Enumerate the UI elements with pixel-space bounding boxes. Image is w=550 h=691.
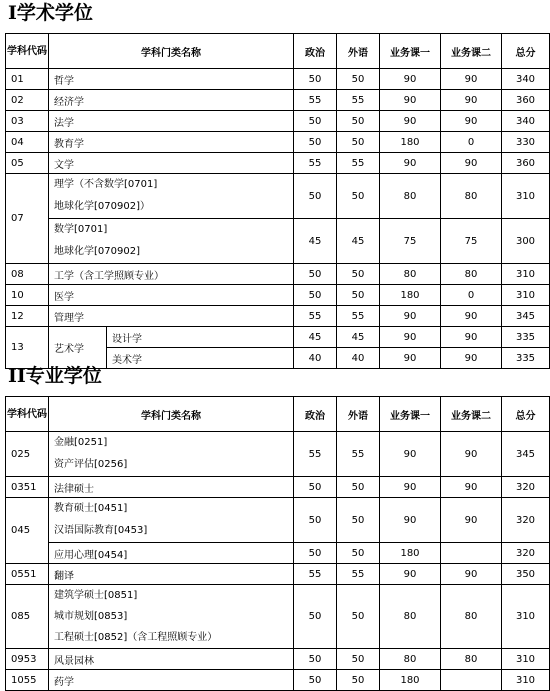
score-language: 50	[337, 498, 380, 543]
score-total: 310	[502, 174, 550, 219]
name-line: 汉语国际教育[0453]	[54, 525, 148, 536]
score-language: 40	[337, 348, 380, 369]
score-total: 310	[502, 285, 550, 306]
table-row	[6, 564, 550, 585]
header-language: 外语	[337, 397, 380, 432]
score-course-1: 80	[380, 264, 441, 285]
score-course-1: 180	[380, 543, 441, 564]
score-course-1: 90	[380, 327, 441, 348]
score-language: 55	[337, 90, 380, 111]
name-line: 地球化学[070902]	[54, 246, 140, 257]
score-language: 50	[337, 585, 380, 649]
table-row	[6, 285, 550, 306]
score-total: 320	[502, 543, 550, 564]
score-course-2	[441, 543, 502, 564]
score-total: 360	[502, 90, 550, 111]
header-politics: 政治	[294, 397, 337, 432]
score-course-1: 90	[380, 306, 441, 327]
score-politics: 50	[294, 132, 337, 153]
score-course-2: 90	[441, 477, 502, 498]
score-language: 50	[337, 543, 380, 564]
academic-section-title: I学术学位	[8, 2, 93, 24]
row-code: 13	[6, 327, 49, 369]
row-code: 0351	[6, 477, 49, 498]
header-code: 学科代码	[6, 34, 49, 69]
score-total: 350	[502, 564, 550, 585]
score-course-1: 90	[380, 69, 441, 90]
name-line: 教育硕士[0451]	[54, 503, 128, 514]
score-language: 50	[337, 264, 380, 285]
header-politics: 政治	[294, 34, 337, 69]
score-total: 310	[502, 670, 550, 691]
header-course-1: 业务课一	[380, 397, 441, 432]
row-name: 管理学	[49, 306, 294, 327]
name-line: 建筑学硕士[0851]	[54, 590, 138, 601]
row-subname: 设计学	[107, 327, 294, 348]
row-subname: 美术学	[107, 348, 294, 369]
table-row	[6, 69, 550, 90]
score-course-1: 80	[380, 649, 441, 670]
score-course-1: 80	[380, 174, 441, 219]
score-course-1: 180	[380, 285, 441, 306]
score-course-1: 90	[380, 153, 441, 174]
academic-score-table	[5, 33, 550, 369]
row-name	[49, 174, 294, 219]
row-name	[49, 432, 294, 477]
table-header-row	[6, 34, 550, 69]
table-row	[6, 174, 550, 219]
score-course-2: 90	[441, 90, 502, 111]
name-line: 金融[0251]	[54, 437, 108, 448]
score-language: 45	[337, 219, 380, 264]
score-course-1: 90	[380, 348, 441, 369]
row-code: 02	[6, 90, 49, 111]
row-code: 0551	[6, 564, 49, 585]
row-code: 10	[6, 285, 49, 306]
score-politics: 45	[294, 219, 337, 264]
score-politics: 50	[294, 585, 337, 649]
score-course-1: 180	[380, 670, 441, 691]
score-language: 55	[337, 432, 380, 477]
score-politics: 55	[294, 432, 337, 477]
header-name: 学科门类名称	[49, 34, 294, 69]
score-language: 50	[337, 670, 380, 691]
score-course-2: 90	[441, 498, 502, 543]
score-politics: 45	[294, 327, 337, 348]
row-name: 法律硕士	[49, 477, 294, 498]
name-line: 数学[0701]	[54, 224, 108, 235]
score-course-2: 90	[441, 564, 502, 585]
table-row	[6, 477, 550, 498]
score-politics: 50	[294, 543, 337, 564]
header-course-2: 业务课二	[441, 34, 502, 69]
name-line: 地球化学[070902]）	[54, 201, 150, 212]
row-name: 法学	[49, 111, 294, 132]
score-course-1: 80	[380, 585, 441, 649]
score-total: 345	[502, 306, 550, 327]
score-politics: 55	[294, 90, 337, 111]
score-language: 50	[337, 174, 380, 219]
score-course-2: 80	[441, 264, 502, 285]
row-code: 07	[6, 174, 49, 264]
header-course-1: 业务课一	[380, 34, 441, 69]
row-code: 01	[6, 69, 49, 90]
table-row	[6, 264, 550, 285]
table-row	[6, 543, 550, 564]
score-total: 310	[502, 264, 550, 285]
row-name	[49, 498, 294, 543]
row-name: 药学	[49, 670, 294, 691]
row-code: 08	[6, 264, 49, 285]
score-total: 310	[502, 649, 550, 670]
name-line: 城市规划[0853]	[54, 611, 128, 622]
table-row	[6, 432, 550, 477]
score-course-2	[441, 670, 502, 691]
score-course-1: 90	[380, 564, 441, 585]
table-row	[6, 132, 550, 153]
row-code: 045	[6, 498, 49, 564]
score-total: 360	[502, 153, 550, 174]
name-line: 资产评估[0256]	[54, 459, 128, 470]
score-course-2: 75	[441, 219, 502, 264]
score-course-2: 0	[441, 132, 502, 153]
score-language: 50	[337, 285, 380, 306]
professional-section-title: II专业学位	[8, 365, 102, 387]
score-course-1: 90	[380, 90, 441, 111]
table-row	[6, 306, 550, 327]
score-total: 300	[502, 219, 550, 264]
row-name	[49, 585, 294, 649]
table-row	[6, 670, 550, 691]
score-language: 50	[337, 649, 380, 670]
name-line: 工程硕士[0852]（含工程照顾专业）	[54, 632, 218, 643]
header-total: 总分	[502, 34, 550, 69]
score-politics: 55	[294, 153, 337, 174]
score-language: 55	[337, 306, 380, 327]
score-course-2: 90	[441, 432, 502, 477]
score-course-2: 80	[441, 585, 502, 649]
score-total: 320	[502, 498, 550, 543]
score-language: 50	[337, 69, 380, 90]
table-header-row	[6, 397, 550, 432]
row-name: 风景园林	[49, 649, 294, 670]
row-name	[49, 219, 294, 264]
score-course-1: 180	[380, 132, 441, 153]
score-politics: 50	[294, 264, 337, 285]
row-code: 12	[6, 306, 49, 327]
row-name: 哲学	[49, 69, 294, 90]
score-course-2: 90	[441, 306, 502, 327]
score-course-1: 90	[380, 477, 441, 498]
row-name: 应用心理[0454]	[49, 543, 294, 564]
table-row	[6, 498, 550, 543]
row-code: 025	[6, 432, 49, 477]
score-total: 340	[502, 111, 550, 132]
score-course-1: 90	[380, 432, 441, 477]
row-code: 1055	[6, 670, 49, 691]
score-course-1: 75	[380, 219, 441, 264]
score-language: 50	[337, 132, 380, 153]
score-politics: 50	[294, 477, 337, 498]
score-politics: 50	[294, 498, 337, 543]
score-politics: 55	[294, 564, 337, 585]
name-line: 理学（不含数学[0701]	[54, 179, 158, 190]
score-course-2: 80	[441, 649, 502, 670]
score-course-2: 90	[441, 327, 502, 348]
score-course-2: 90	[441, 69, 502, 90]
row-name: 教育学	[49, 132, 294, 153]
score-total: 330	[502, 132, 550, 153]
score-politics: 50	[294, 174, 337, 219]
row-code: 085	[6, 585, 49, 649]
score-course-1: 90	[380, 498, 441, 543]
row-name: 医学	[49, 285, 294, 306]
score-politics: 50	[294, 111, 337, 132]
row-code: 05	[6, 153, 49, 174]
score-course-2: 90	[441, 111, 502, 132]
row-code: 0953	[6, 649, 49, 670]
score-course-2: 90	[441, 153, 502, 174]
row-name: 工学（含工学照顾专业）	[49, 264, 294, 285]
score-politics: 55	[294, 306, 337, 327]
table-row	[6, 153, 550, 174]
score-politics: 50	[294, 69, 337, 90]
row-code: 04	[6, 132, 49, 153]
header-name: 学科门类名称	[49, 397, 294, 432]
score-language: 50	[337, 477, 380, 498]
header-total: 总分	[502, 397, 550, 432]
score-total: 320	[502, 477, 550, 498]
score-total: 340	[502, 69, 550, 90]
score-total: 335	[502, 327, 550, 348]
table-row	[6, 649, 550, 670]
score-language: 50	[337, 111, 380, 132]
score-language: 55	[337, 153, 380, 174]
score-politics: 50	[294, 285, 337, 306]
score-course-1: 90	[380, 111, 441, 132]
row-name: 翻译	[49, 564, 294, 585]
score-total: 345	[502, 432, 550, 477]
header-course-2: 业务课二	[441, 397, 502, 432]
score-course-2: 80	[441, 174, 502, 219]
row-name: 文学	[49, 153, 294, 174]
score-total: 310	[502, 585, 550, 649]
header-language: 外语	[337, 34, 380, 69]
score-politics: 40	[294, 348, 337, 369]
table-row	[6, 111, 550, 132]
score-language: 55	[337, 564, 380, 585]
table-row	[6, 327, 550, 348]
table-row	[6, 90, 550, 111]
header-code: 学科代码	[6, 397, 49, 432]
score-course-2: 90	[441, 348, 502, 369]
table-row	[6, 585, 550, 649]
row-name: 艺术学	[49, 327, 107, 369]
row-name: 经济学	[49, 90, 294, 111]
score-total: 335	[502, 348, 550, 369]
table-row	[6, 219, 550, 264]
score-politics: 50	[294, 649, 337, 670]
row-code: 03	[6, 111, 49, 132]
score-politics: 50	[294, 670, 337, 691]
score-course-2: 0	[441, 285, 502, 306]
score-language: 45	[337, 327, 380, 348]
professional-score-table	[5, 396, 550, 691]
